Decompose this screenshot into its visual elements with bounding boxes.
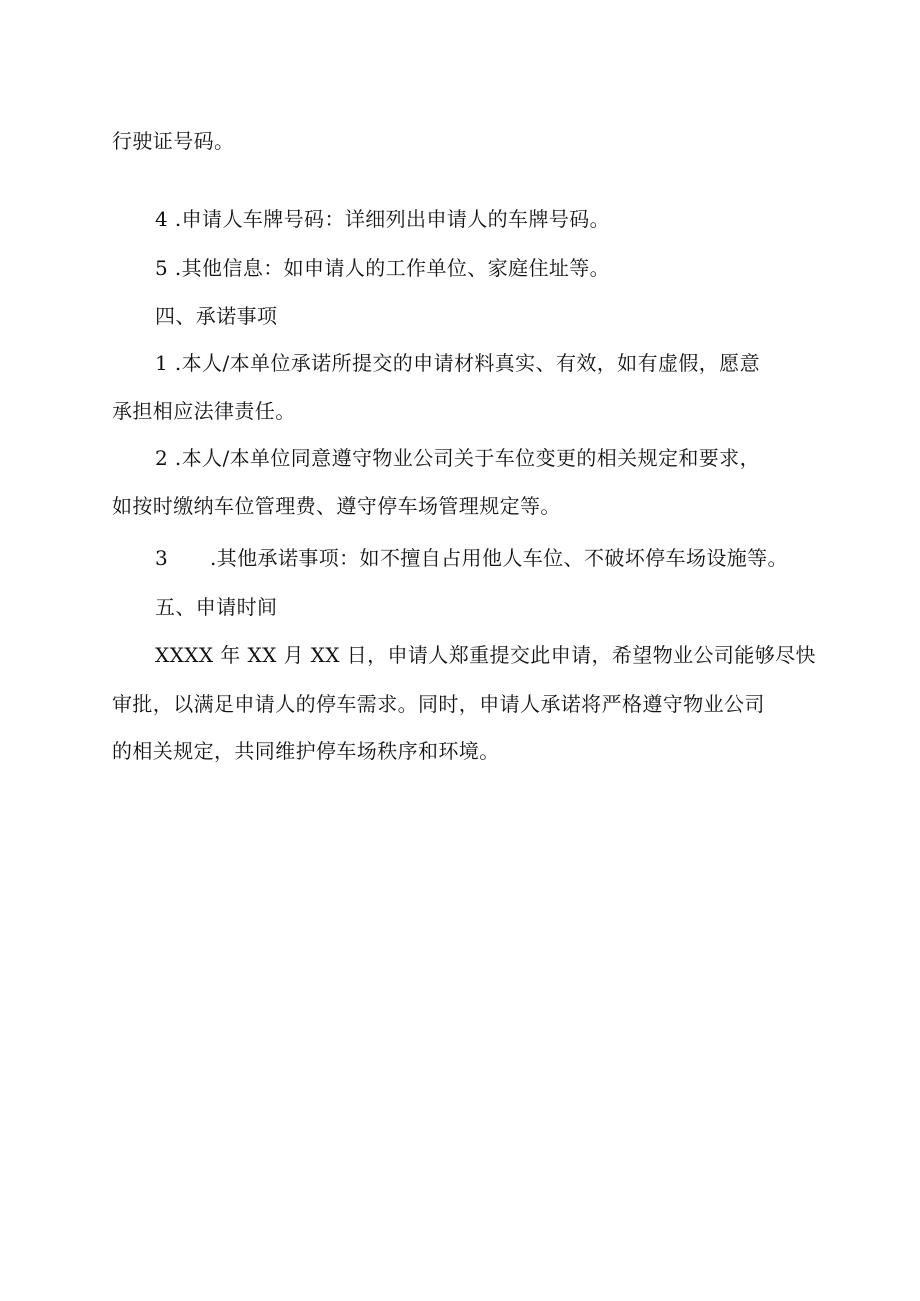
- section-heading-text: 四、承诺事项: [155, 304, 278, 328]
- line-text: 5 .其他信息：如申请人的工作单位、家庭住址等。: [155, 256, 611, 280]
- line-text: 的相关规定，共同维护停车场秩序和环境。: [112, 739, 500, 763]
- list-number: 3: [155, 546, 169, 570]
- line-text: 2 .本人/本单位同意遵守物业公司关于车位变更的相关规定和要求，: [155, 446, 760, 470]
- line-text: 行驶证号码。: [112, 129, 235, 153]
- line-text: 1 .本人/本单位承诺所提交的申请材料真实、有效，如有虚假，愿意: [155, 351, 760, 375]
- line-text: 4 .申请人车牌号码：详细列出申请人的车牌号码。: [155, 207, 611, 231]
- line-text: .其他承诺事项：如不擅自占用他人车位、不破坏停车场设施等。: [210, 546, 788, 570]
- line-text: 承担相应法律责任。: [112, 399, 296, 423]
- line-text: XXXX 年 XX 月 XX 日，申请人郑重提交此申请，希望物业公司能够尽快: [155, 643, 816, 667]
- line-text: 审批，以满足申请人的停车需求。同时，申请人承诺将严格遵守物业公司: [112, 692, 765, 716]
- section-heading-text: 五、申请时间: [155, 595, 278, 619]
- line-text: 如按时缴纳车位管理费、遵守停车场管理规定等。: [112, 494, 561, 518]
